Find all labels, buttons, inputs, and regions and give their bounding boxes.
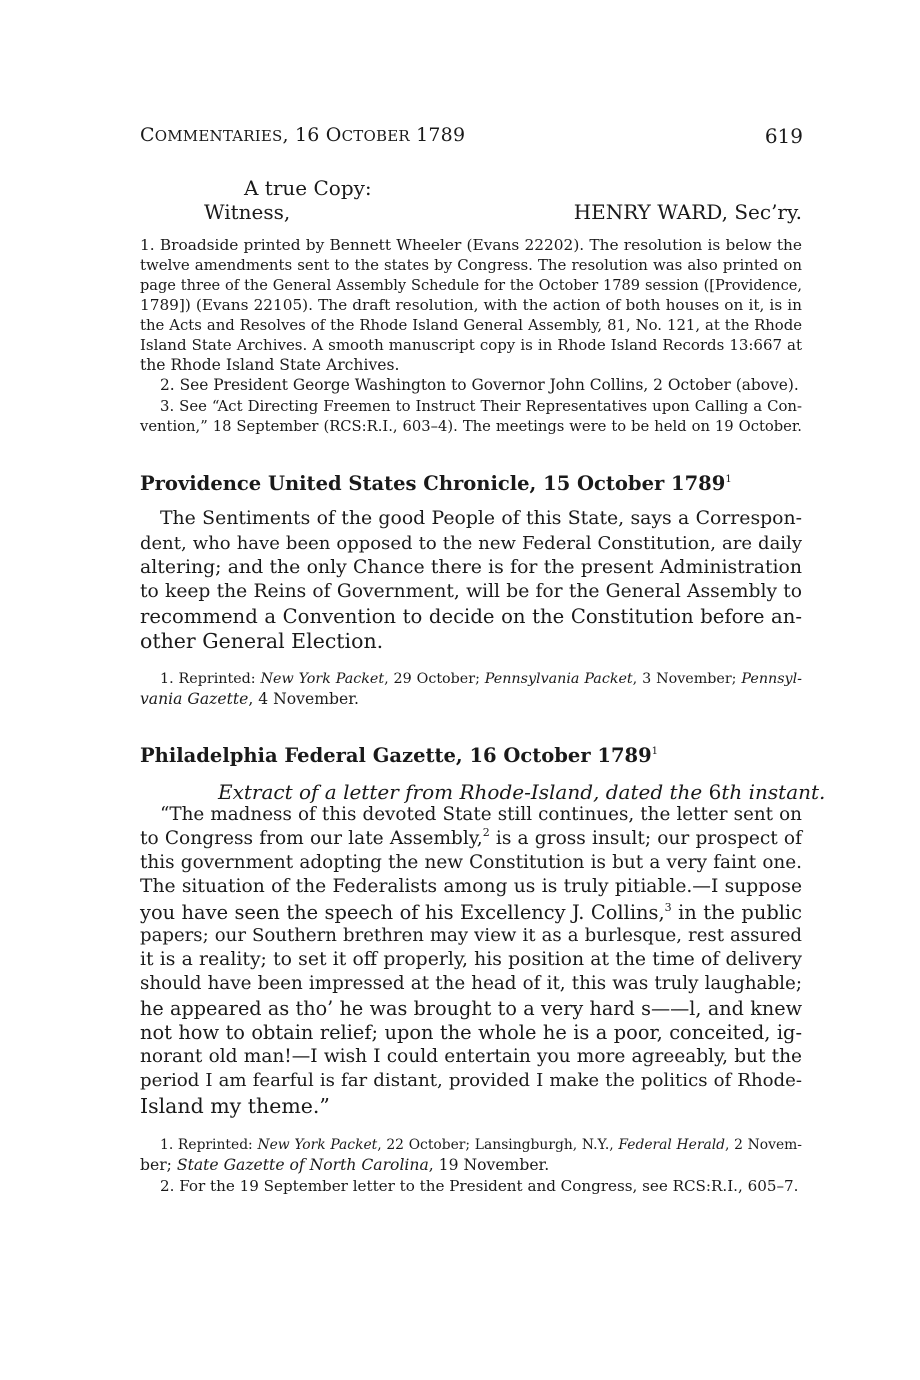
running-header: COMMENTARIES, 16 OCTOBER 1789 [140,124,466,146]
body-line: he appeared as tho’ he was brought to a very hard s——l, and knew [140,997,802,1020]
body-line: other General Election. [140,629,384,653]
body-line: you have seen the speech of his Excellency J. Collins,$^3$ in the public [140,901,802,924]
secretary-signature: HENRY WARD, Sec’ry. [573,200,802,224]
body-line: The situation of the Federalists among us is truly pitiable.—I suppose [140,876,802,897]
body-line: recommend a Convention to decide on the Constitution before an- [140,605,802,628]
body-line: papers; our Southern brethren may view it as a burlesque, rest assured [140,925,802,946]
note-line: twelve amendments sent to the states by Congress. The resolution was also printed on [140,256,802,274]
note-line: the Rhode Island State Archives. [140,356,400,374]
note-line: 2. See President George Washington to Governor John Collins, 2 October (above). [160,376,799,394]
section-heading-federal-gazette: Philadelphia Federal Gazette, 16 October 1789$^1$ [140,744,659,767]
page-number: 619 [764,124,803,148]
body-line: norant old man!—I wish I could entertain you more agreeably, but the [140,1046,802,1067]
note-line: 1. Reprinted: New York Packet, 29 October; Pennsylvania Packet, 3 November; Pennsyl- [160,671,803,687]
section-heading-chronicle: Providence United States Chronicle, 15 October 1789$^1$ [140,472,732,495]
note-line: page three of the General Assembly Schedule for the October 1789 session ([Providence, [140,277,802,294]
witness-label: Witness, [204,200,291,224]
body-line: period I am fearful is far distant, provided I make the politics of Rhode- [140,1070,802,1091]
body-line: should have been impressed at the head of it, this was truly laughable; [140,973,802,994]
body-line: to Congress from our late Assembly,$^2$ is a gross insult; our prospect of [140,826,802,849]
note-line: the Acts and Resolves of the Rhode Island General Assembly, 81, No. 121, at the Rhode [140,317,802,334]
extract-caption: Extract of a letter from Rhode-Island, dated the 6th instant. [218,780,826,804]
body-line: it is a reality; to set it off properly, his position at the time of delivery [140,949,802,970]
body-line: this government adopting the new Constitution is but a very faint one. [140,852,802,873]
body-line: to keep the Reins of Government, will be for the General Assembly to [140,581,802,602]
note-line: 1. Broadside printed by Bennett Wheeler (Evans 22202). The resolution is below the [140,236,802,254]
body-line: altering; and the only Chance there is for the present Administration [140,557,802,578]
note-line: 1789]) (Evans 22105). The draft resolution, with the action of both houses on it, is in [140,296,802,314]
note-line: 2. For the 19 September letter to the President and Congress, see RCS:R.I., 605–7. [160,1177,799,1195]
note-line: vania Gazette, 4 November. [140,690,359,708]
body-line: Island my theme.” [140,1094,330,1118]
note-line: ber; State Gazette of North Carolina, 19 November. [140,1156,550,1174]
body-line: dent, who have been opposed to the new Federal Constitution, are daily [140,533,802,554]
note-line: 1. Reprinted: New York Packet, 22 October; Lansingburgh, N.Y., Federal Herald, 2 Novem- [160,1137,802,1153]
body-line: “The madness of this devoted State still continues, the letter sent on [160,804,802,825]
body-line: not how to obtain relief; upon the whole he is a poor, conceited, ig- [140,1021,802,1044]
body-line: The Sentiments of the good People of this State, says a Correspon- [160,508,802,529]
note-line: 3. See “Act Directing Freemen to Instruct Their Representatives upon Calling a Con- [160,397,802,415]
true-copy-label: A true Copy: [244,176,372,200]
note-line: Island State Archives. A smooth manuscript copy is in Rhode Island Records 13:667 at [140,336,802,354]
note-line: vention,” 18 September (RCS:R.I., 603–4). The meetings were to be held on 19 October. [140,418,802,435]
